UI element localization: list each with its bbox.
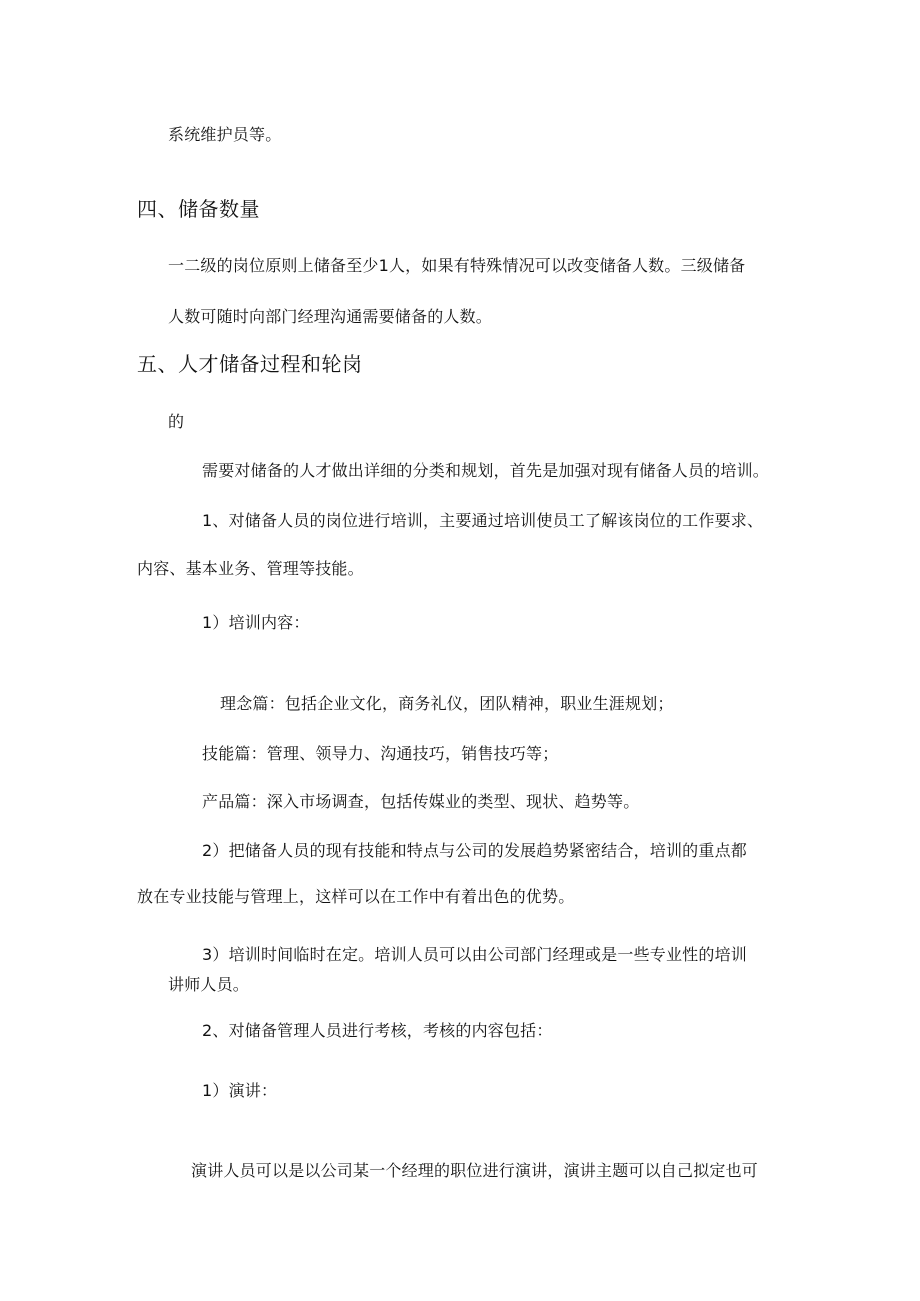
- text-line: 一二级的岗位原则上储备至少1人，如果有特殊情况可以改变储备人数。三级储备: [168, 256, 746, 275]
- text-line: 产品篇：深入市场调查，包括传媒业的类型、现状、趋势等。: [202, 792, 640, 811]
- text-line: 2、对储备管理人员进行考核，考核的内容包括：: [202, 1021, 553, 1040]
- text-line: 1、对储备人员的岗位进行培训，主要通过培训使员工了解该岗位的工作要求、: [202, 511, 764, 530]
- text-line: 2）把储备人员的现有技能和特点与公司的发展趋势紧密结合，培训的重点都: [202, 841, 747, 860]
- text-line: 讲师人员。: [168, 975, 250, 994]
- text-line: 需要对储备的人才做出详细的分类和规划，首先是加强对现有储备人员的培训。: [202, 461, 770, 480]
- text-line: 1）培训内容：: [202, 613, 310, 632]
- text-line: 放在专业技能与管理上，这样可以在工作中有着出色的优势。: [137, 887, 575, 906]
- text-line: 的: [168, 412, 185, 431]
- section-heading-4: 四、储备数量: [137, 197, 260, 221]
- text-line: 人数可随时向部门经理沟通需要储备的人数。: [168, 307, 493, 326]
- section-heading-5: 五、人才储备过程和轮岗: [137, 352, 363, 376]
- text-line: 1）演讲：: [202, 1081, 278, 1100]
- text-line: 理念篇：包括企业文化，商务礼仪，团队精神，职业生涯规划；: [220, 694, 674, 713]
- text-line: 技能篇：管理、领导力、沟通技巧，销售技巧等；: [202, 744, 559, 763]
- text-line: 3）培训时间临时在定。培训人员可以由公司部门经理或是一些专业性的培训: [202, 945, 747, 964]
- text-line: 系统维护员等。: [168, 125, 282, 144]
- text-line: 内容、基本业务、管理等技能。: [137, 559, 364, 578]
- text-line: 演讲人员可以是以公司某一个经理的职位进行演讲，演讲主题可以自己拟定也可: [191, 1161, 759, 1180]
